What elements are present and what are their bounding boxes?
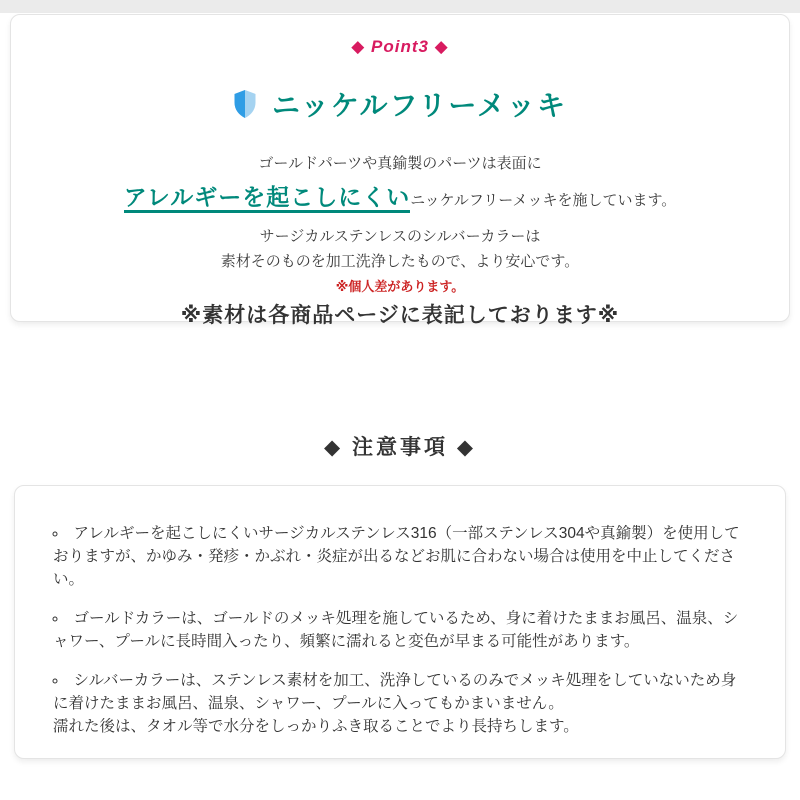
- caution-card: [14, 485, 786, 759]
- caution-header: ◆ 注意事項 ◆: [324, 436, 476, 459]
- point3-card: [10, 14, 790, 327]
- title-row: [11, 84, 789, 124]
- body-line-3: サージカルステンレスのシルバーカラーは: [259, 228, 541, 245]
- caution-item-text: シルバーカラーは、ステンレス素材を加工、洗浄しているのみでメッキ処理をしていないため身に着けたままお風呂、温泉、シャワー、プールに入ってもかまいません。: [53, 672, 737, 712]
- caution-item-text-line2: 濡れた後は、タオル等で水分をしっかりふき取ることでより長持ちします。: [53, 718, 579, 735]
- caution-item: [53, 522, 747, 591]
- caution-item: [53, 607, 747, 653]
- caution-item-text: ゴールドカラーは、ゴールドのメッキ処理を施しているため、身に着けたままお風呂、温泉、シャワー、プールに長時間入ったり、頻繁に濡れると変色が早まる可能性があります。: [53, 610, 739, 650]
- highlight-rest-text: ニッケルフリーメッキを施しています。: [410, 192, 677, 209]
- highlight-text: アレルギーを起こしにくい: [124, 184, 411, 213]
- point3-header: ◆ Point3 ◆: [351, 37, 449, 56]
- individual-difference-note: ※個人差があります。: [335, 279, 465, 294]
- caution-list: [45, 522, 747, 738]
- body-line-4: 素材そのものを加工洗浄したもので、より安心です。: [220, 253, 580, 270]
- top-strip: [0, 0, 800, 13]
- caution-item: [53, 669, 747, 738]
- section-title: ニッケルフリーメッキ: [272, 90, 567, 121]
- body-line-1: ゴールドパーツや真鍮製のパーツは表面に: [258, 155, 542, 172]
- material-page-note: ※素材は各商品ページに表記しております※: [180, 304, 620, 327]
- body-line-2: [11, 184, 789, 218]
- shield-icon: [233, 89, 257, 119]
- caution-item-text: アレルギーを起こしにくいサージカルステンレス316（一部ステンレス304や真鍮製）を使用しておりますが、かゆみ・発疹・かぶれ・炎症が出るなどお肌に合わない場合は使用を中止してください。: [53, 525, 740, 588]
